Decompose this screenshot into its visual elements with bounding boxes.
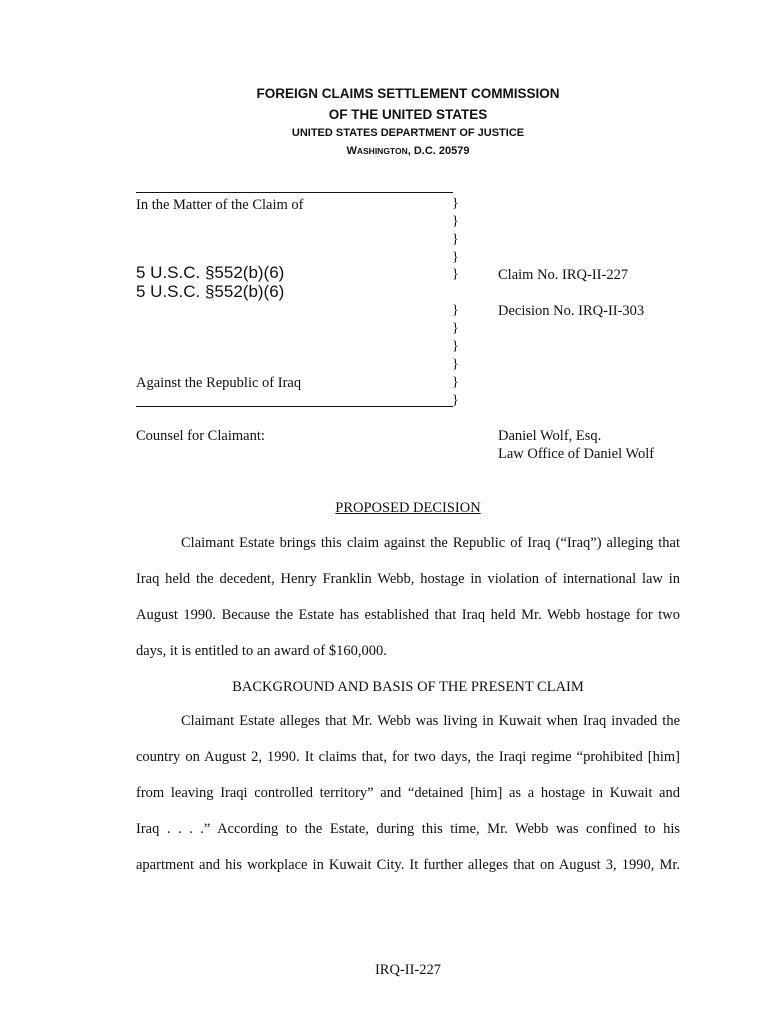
caption-brace: }	[452, 393, 459, 408]
caption-matter: In the Matter of the Claim of	[136, 197, 304, 213]
decision-title: PROPOSED DECISION	[335, 500, 481, 516]
paragraph-line: Iraq held the decedent, Henry Franklin Webb, hostage in violation of international law in	[136, 571, 680, 587]
header-address-smallcaps: ASHINGTON	[356, 146, 408, 156]
caption-brace: }	[452, 196, 459, 211]
header-address-rest: , D.C. 20579	[407, 145, 470, 157]
caption-brace: }	[452, 232, 459, 247]
paragraph-line: Claimant Estate brings this claim against the Republic of Iraq (“Iraq”) alleging that	[181, 535, 680, 551]
header-department: UNITED STATES DEPARTMENT OF JUSTICE	[291, 127, 525, 139]
page-footer-id: IRQ-II-227	[374, 962, 442, 978]
counsel-name: Daniel Wolf, Esq.	[498, 428, 602, 444]
caption-brace: }	[452, 214, 459, 229]
caption-bottom-rule	[136, 406, 453, 407]
paragraph-line: from leaving Iraqi controlled territory” and “detained [him] as a hostage in Kuwait and	[136, 785, 680, 801]
caption-brace: }	[452, 375, 459, 390]
paragraph-line: apartment and his workplace in Kuwait City. It further alleges that on August 3, 1990, Mr.	[136, 857, 680, 873]
header-address	[0, 145, 770, 157]
paragraph-line: August 1990. Because the Estate has established that Iraq held Mr. Webb hostage for two	[136, 607, 680, 623]
caption-brace: }	[452, 250, 459, 265]
caption-brace: }	[452, 303, 459, 318]
paragraph-line: days, it is entitled to an award of $160,000.	[136, 643, 387, 659]
paragraph-line: Iraq . . . .” According to the Estate, during this time, Mr. Webb was confined to his	[136, 821, 680, 837]
caption-brace: }	[452, 339, 459, 354]
caption-brace: }	[452, 357, 459, 372]
claim-number: Claim No. IRQ-II-227	[498, 267, 629, 283]
counsel-label: Counsel for Claimant:	[136, 428, 265, 444]
decision-number: Decision No. IRQ-II-303	[498, 303, 645, 319]
paragraph-line: country on August 2, 1990. It claims that, for two days, the Iraqi regime “prohibited [him]	[136, 749, 680, 765]
counsel-firm: Law Office of Daniel Wolf	[498, 446, 655, 462]
header-commission: FOREIGN CLAIMS SETTLEMENT COMMISSION	[256, 86, 560, 101]
caption-top-rule	[136, 192, 453, 193]
caption-brace: }	[452, 267, 459, 282]
header-united-states: OF THE UNITED STATES	[328, 107, 488, 122]
redacted-claimant-name-duplicate: 5 U.S.C. §552(b)(6)	[136, 282, 285, 301]
caption-against: Against the Republic of Iraq	[136, 375, 302, 391]
section-heading: BACKGROUND AND BASIS OF THE PRESENT CLAIM	[232, 679, 584, 695]
redacted-claimant-name: 5 U.S.C. §552(b)(6)	[136, 263, 285, 282]
paragraph-line: Claimant Estate alleges that Mr. Webb was living in Kuwait when Iraq invaded the	[181, 713, 680, 729]
caption-brace: }	[452, 321, 459, 336]
header-address-cap: W	[346, 145, 357, 157]
